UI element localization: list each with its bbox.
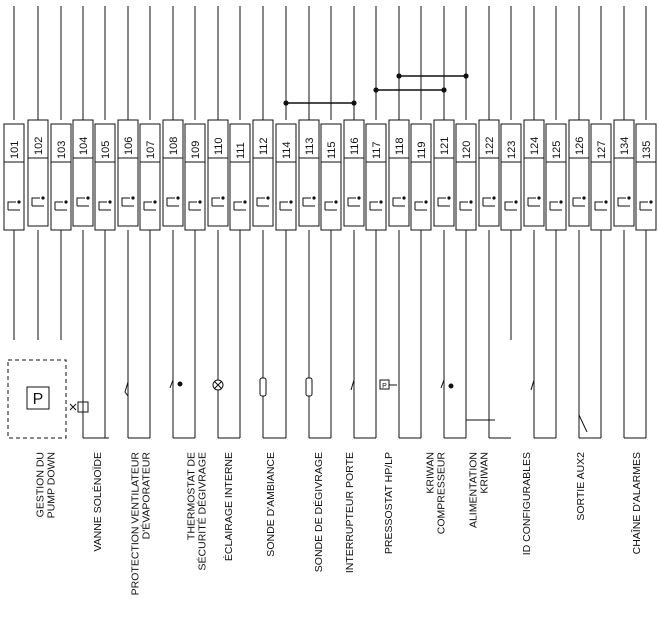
valve-icon [70,404,76,410]
device-label-interrupteur-porte: INTERRUPTEUR PORTE [344,452,356,574]
terminal [501,124,521,230]
terminal-number: 107 [145,140,157,159]
terminal-block [4,120,656,230]
terminal-box [4,124,24,230]
device-label-sortie-aux2: SORTIE AUX2 [575,452,587,521]
terminal-box [411,124,431,230]
contact-dot [108,200,111,203]
terminal-number: 114 [281,141,293,159]
bridge-dot [351,100,356,105]
contact-dot [627,196,630,199]
terminal-box [569,120,589,226]
bridge-dot [396,73,401,78]
terminal [28,120,48,226]
terminal-number: 135 [641,140,653,159]
terminal-box [185,124,205,230]
terminal [434,120,454,226]
terminal-box [614,120,634,226]
terminal [546,124,566,230]
terminal-box [208,120,228,226]
terminal-box [479,120,499,226]
contact-dot [402,196,405,199]
terminal-number: 104 [78,136,90,155]
contact-dot [266,196,269,199]
contact-dot [64,200,67,203]
terminal-number: 134 [619,136,631,155]
terminal-number: 125 [551,140,563,159]
terminal-box [321,124,341,230]
contact-dot [559,200,562,203]
terminal-box [276,124,296,230]
terminal [299,120,319,226]
contact-dot [312,196,315,199]
contact-dot [243,200,246,203]
contact-dot [86,196,89,199]
terminal [185,124,205,230]
terminal-box [28,120,48,226]
contact-dot [289,200,292,203]
terminal-number: 116 [349,137,361,155]
contact-dot [492,196,495,199]
contact-dot [469,200,472,203]
contact-dot [514,200,517,203]
terminal [524,120,544,226]
terminal-box [253,120,273,226]
terminal-number: 120 [461,140,473,159]
terminal [118,120,138,226]
terminal [276,124,296,230]
terminal-number: 102 [33,136,45,155]
bridge-dot [463,73,468,78]
device-label-vanne-solenoide: VANNE SOLÉNOÏDE [92,452,104,552]
terminal-number: 121 [439,136,451,155]
terminal-box [636,124,656,230]
field-devices [8,340,646,438]
contact-dot [176,196,179,199]
defrost-probe-icon [306,378,312,396]
contact-dot [334,200,337,203]
terminal-number: 118 [394,137,406,155]
device-label-pressostat: PRESSOSTAT HP/LP [383,452,395,555]
terminal-box [51,124,71,230]
terminal [389,120,409,226]
terminal [591,124,611,230]
device-label-gestion-pump-down: PUMP DOWN [45,452,58,519]
terminal-box [73,120,93,226]
terminal [569,120,589,226]
terminal-number: 106 [123,136,135,155]
contact-dot [357,196,360,199]
bridge-dot [441,87,446,92]
terminal [321,124,341,230]
terminal [344,120,364,226]
device-label-protection-ventilateur: D'ÉVAPORATEUR [140,452,153,540]
contact-dot [221,196,224,199]
contact-dot [131,196,134,199]
terminal-number: 117 [371,141,383,159]
terminal [163,120,183,226]
device-label-sonde-degivrage: SONDE DE DÉGIVRAGE [313,452,325,573]
device-labels [35,452,644,596]
bridge-dot [283,100,288,105]
terminal [253,120,273,226]
contact-dot [17,200,20,203]
terminal-box [299,120,319,226]
contact-dot [604,200,607,203]
device-label-thermostat-securite: SÉCURITÉ DÉGIVRAGE [196,452,209,571]
pressostat-p-label: P [382,383,387,390]
terminal-number: 127 [596,140,608,159]
terminal-box [366,124,386,230]
terminal-box [344,120,364,226]
terminal-box [140,124,160,230]
contact-dot [537,196,540,199]
terminal [4,124,24,230]
contact-dot [198,200,201,203]
device-label-sonde-ambiance: SONDE D'AMBIANCE [265,452,277,557]
terminal-box [118,120,138,226]
terminal [366,124,386,230]
contact-dot [379,200,382,203]
terminal [140,124,160,230]
pump-down-p-label: P [32,391,44,408]
contact-dot [582,196,585,199]
device-label-thermostat-securite: THERMOSTAT DE [185,452,198,541]
terminal-box [163,120,183,226]
terminal-box [546,124,566,230]
contact-dot [153,200,156,203]
contact-dot [447,196,450,199]
terminal-number: 109 [190,140,202,159]
device-label-alimentation-kriwan: KRIWAN [478,452,491,494]
device-label-chaine-alarmes: CHAÎNE D'ALARMES [631,452,643,555]
terminal-number: 119 [416,141,428,159]
terminal-number: 123 [506,140,518,159]
terminal-number: 103 [56,140,68,159]
terminal-number: 122 [484,136,496,155]
bridge-dot [373,87,378,92]
contact-dot [424,200,427,203]
terminal-box [524,120,544,226]
terminal-number: 112 [258,137,270,155]
terminal [614,120,634,226]
device-label-id-configurables: ID CONFIGURABLES [521,452,533,556]
terminal-box [501,124,521,230]
terminal-box [230,124,250,230]
terminal [411,124,431,230]
terminal-number: 115 [326,141,338,159]
terminal [230,124,250,230]
contact-dot [649,200,652,203]
terminal [51,124,71,230]
kriwan-dot [449,384,453,388]
terminal-box [591,124,611,230]
contact-dot [41,196,44,199]
terminal-number: 105 [100,140,112,159]
terminal [73,120,93,226]
terminal [95,124,115,230]
terminal-box [389,120,409,226]
terminal-box [434,120,454,226]
ambient-probe-icon [260,378,266,396]
terminal-number: 113 [304,137,316,155]
terminal [456,124,476,230]
device-label-alimentation-kriwan: ALIMENTATION [467,452,480,529]
device-label-gestion-pump-down: GESTION DU [34,452,47,518]
terminal-number: 111 [235,142,247,159]
terminal-box [95,124,115,230]
terminal-box [456,124,476,230]
terminal [636,124,656,230]
device-label-kriwan-compresseur: KRIWAN [424,452,437,494]
terminal-number: 101 [9,140,21,159]
terminal [208,120,228,226]
device-label-eclairage-interne: ÉCLAIRAGE INTERNE [223,452,235,562]
terminal-number: 126 [574,136,586,155]
terminal-number: 110 [213,137,225,155]
terminal-number: 108 [168,136,180,155]
device-label-protection-ventilateur: PROTECTION VENTILATEUR [129,452,142,596]
aux2-output-icon [579,415,587,432]
device-label-kriwan-compresseur: COMPRESSEUR [435,452,448,535]
terminal-number: 124 [529,136,541,155]
thermostat-dot [178,382,182,386]
terminal [479,120,499,226]
